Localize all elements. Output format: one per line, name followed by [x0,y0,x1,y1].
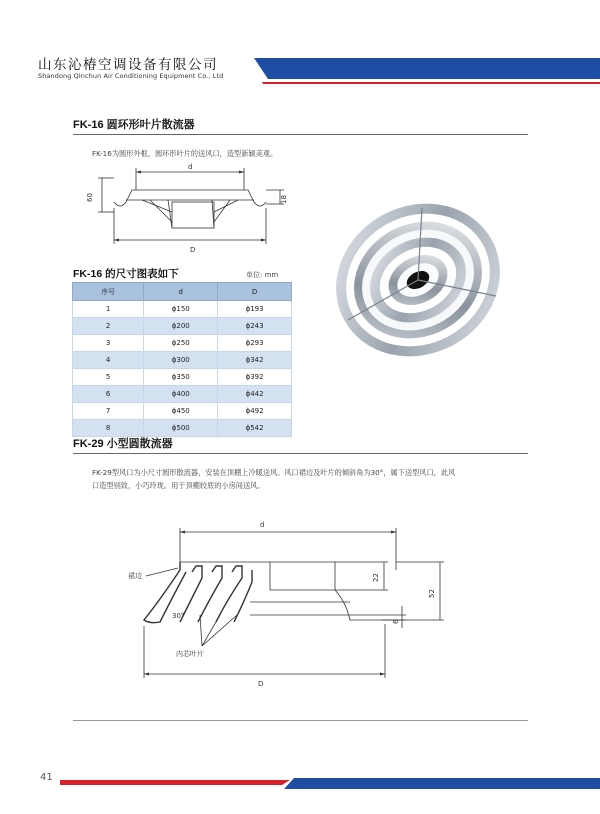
table-row [73,369,292,386]
table-row [73,318,292,335]
cell-D: ϕ442 [218,386,292,403]
col-header-D: D [218,283,292,301]
fk29-dim-D: D [258,680,264,688]
fk16-dim-d: d [188,163,193,171]
table-row [73,352,292,369]
cell-d: ϕ450 [144,403,218,420]
table-header-row [73,283,292,301]
table-row [73,403,292,420]
cell-no: 3 [73,335,144,352]
fk16-dim-60: 60 [86,193,94,202]
fk16-table-unit: 单位: mm [246,271,279,279]
table-row [73,301,292,318]
company-name-cn: 山东沁椿空调设备有限公司 [38,57,218,73]
cell-d: ϕ300 [144,352,218,369]
fk16-table-title: FK-16 的尺寸图表如下 [73,268,179,280]
col-header-d: d [144,283,218,301]
fk16-divider [73,134,528,135]
table-row [73,386,292,403]
cell-D: ϕ492 [218,403,292,420]
cell-D: ϕ392 [218,369,292,386]
footer-red-stripe [60,780,290,785]
header-banner [0,0,600,100]
cell-d: ϕ400 [144,386,218,403]
cell-d: ϕ150 [144,301,218,318]
fk29-dim-6: 6 [392,619,400,624]
fk29-dim-52: 52 [428,589,436,598]
fk29-label-inner-blade: 内芯叶片 [176,650,204,658]
cell-d: ϕ350 [144,369,218,386]
fk16-product-image [328,200,508,360]
fk29-section-diagram [120,510,460,690]
cell-no: 1 [73,301,144,318]
cell-D: ϕ293 [218,335,292,352]
cell-D: ϕ193 [218,301,292,318]
fk16-dim-18: 18 [280,195,288,204]
cell-no: 6 [73,386,144,403]
cell-no: 7 [73,403,144,420]
table-row [73,420,292,437]
fk16-dim-D: D [190,246,196,254]
cell-no: 8 [73,420,144,437]
cell-no: 4 [73,352,144,369]
fk29-description-line1: FK-29型风口为小尺寸圆形散流器，安装在顶棚上冷暖送风。风口裙边及叶片的倾斜角为30°，属下送型风口，此风 [92,468,456,477]
fk29-label-skirt: 裙边 [128,572,142,580]
fk29-dim-22: 22 [372,573,380,582]
page-number: 41 [40,772,53,783]
table-row [73,335,292,352]
fk29-description [92,466,532,492]
cell-D: ϕ243 [218,318,292,335]
header-blue-band [254,58,600,79]
cell-d: ϕ500 [144,420,218,437]
cell-d: ϕ200 [144,318,218,335]
cell-no: 2 [73,318,144,335]
col-header-no: 序号 [73,283,144,301]
fk16-profile-diagram [80,160,310,260]
fk29-label-angle: 30° [172,612,185,620]
footer-banner [0,760,600,800]
fk29-description-line2: 口造型别致，小巧玲珑。用于顶棚较底的小房间送风。 [92,481,265,490]
fk16-dimension-table [72,282,292,437]
company-name-en: Shandong Qinchun Air Conditioning Equipment Co., Ltd [38,72,224,80]
cell-D: ϕ542 [218,420,292,437]
cell-no: 5 [73,369,144,386]
cell-D: ϕ342 [218,352,292,369]
footer-blue-band [284,778,600,789]
fk29-divider [73,453,528,454]
fk29-title: FK-29 小型圆散流器 [73,438,173,450]
header-red-stripe [262,82,600,84]
fk16-description: FK-16为圆形外框，圆环形叶片的送风口，造型新颖美观。 [92,149,278,158]
bottom-divider [73,720,528,721]
cell-d: ϕ250 [144,335,218,352]
fk29-dim-d: d [260,521,265,529]
fk16-title: FK-16 圆环形叶片散流器 [73,119,195,131]
